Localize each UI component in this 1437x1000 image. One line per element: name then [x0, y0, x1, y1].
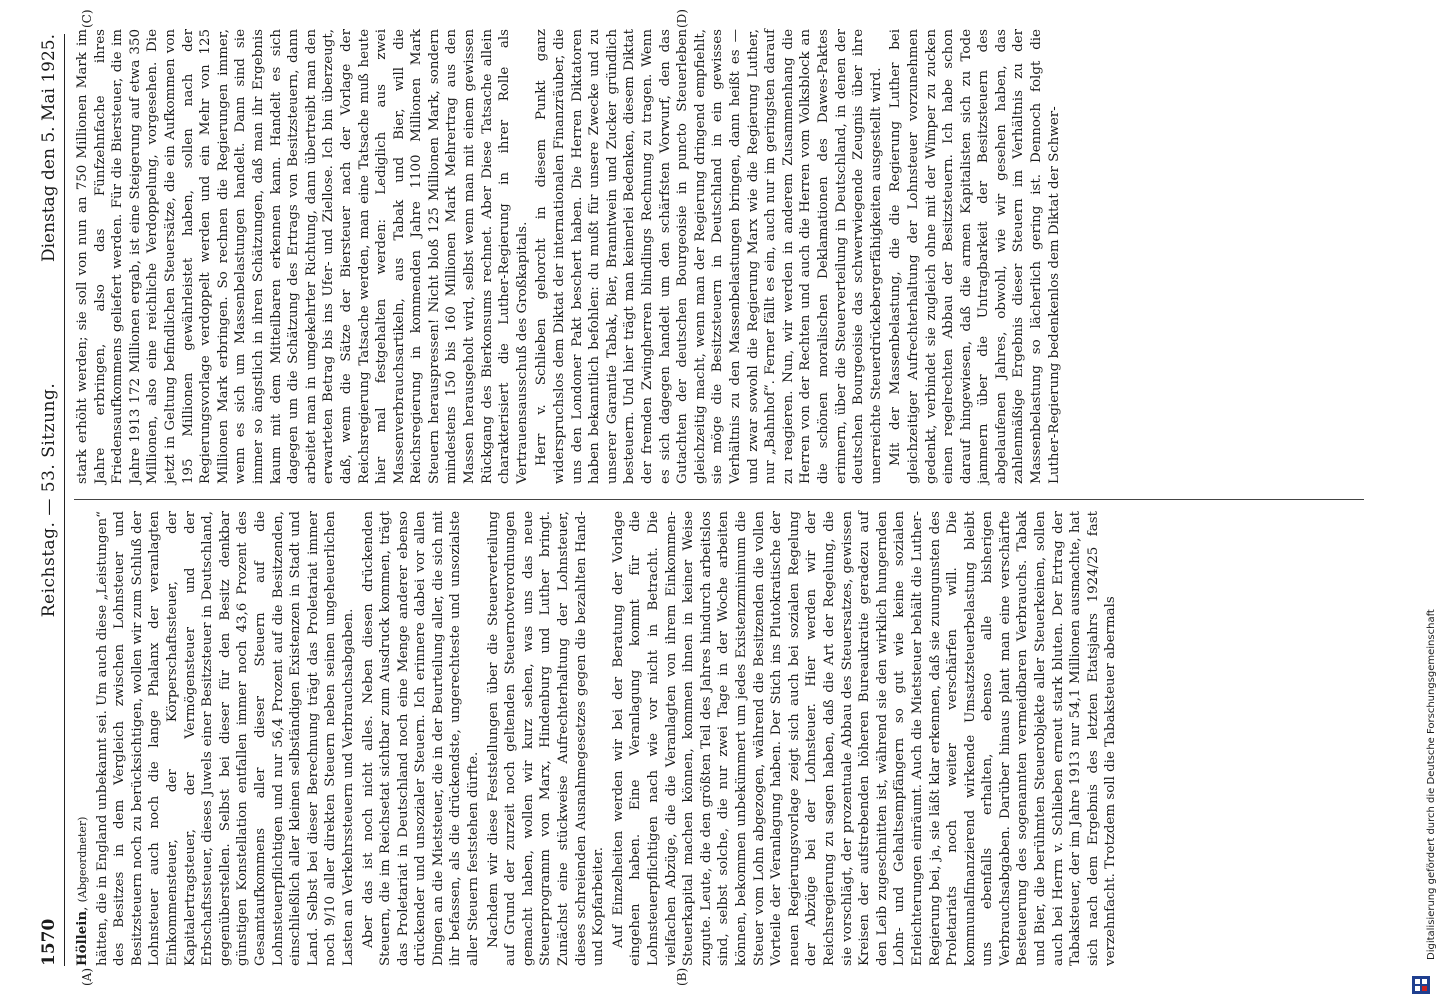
- paragraph: Herr v. Schlieben gehorcht in diesem Punkt ganz widerspruchslos dem Diktat der internationalen Finanzräuber, die uns den Londoner Pakt beschert haben. Die Herren Diktatoren haben bekanntlich befohlen: du mußt für unsere Zwecke und zu unserer Garantie Tabak, Bier, Branntwein und Zucker gründlich besteuern. Und hier trägt man keinerlei Bedenken, diesem Diktat der fremden Zwingherren blindlings Rechnung zu tragen. Wenn es sich dagegen handelt um den schärfsten Vorwurf, den das Gutachten der deutschen Bourgeoisie in puncto Steuerleben gleichzeitig macht, wenn man der Regierung dringend empfiehlt, sie möge die Besitzsteuern in Deutschland in ein gewisses Verhältnis zu den Massenbelastungen bringen, dann heißt es — und zwar sowohl die Regierung Marx wie die Regierung Luther, nur „Bahnhof“. Ferner fällt es ein, auch nur im geringsten darauf zu reagieren. Nun, wir werden in anderem Zusammenhang die Herren von der Rechten und auch die Herren vom Volksblock an die schönen moralischen Deklamationen des Dawes-Paktes erinnern, über die Steuerverteilung in Deutschland, in denen der deutschen Bourgeoisie das schwerwiegende Zeugnis über ihre unerreichte Steuerdrückebergerfähigkeiten ausgestellt wird.: [534, 29, 884, 484]
- digitization-sidebar: [1414, 0, 1437, 1000]
- header-rule: [64, 34, 65, 966]
- margin-marker-c: (C): [80, 9, 94, 28]
- margin-marker-a: (A): [80, 967, 94, 986]
- right-column: [74, 29, 1364, 484]
- digitization-note: Digitalisierung gefördert durch die Deutsche Forschungsgemeinschaft: [1426, 609, 1437, 960]
- speaker-line: Höllein, (Abgeordneter): [74, 816, 90, 966]
- paragraph: stark erhöht werden; sie soll von nun an 750 Millionen Mark im Jahre erbringen, also das Fünfzehnfache ihres Friedensaufkommens geliefert werden. Für die Biersteuer, die im Jahre 1913 172 Millionen ergab, ist eine Steigerung auf etwa 350 Millionen, also eine reichliche Verdoppelung, vorgesehen. Die jetzt in Geltung befindlichen Steuersätze, die ein Aufkommen von 195 Millionen gewährleistet haben, sollen nach der Regierungsvorlage verdoppelt werden und ein Mehr von 125 Millionen Mark erbringen. So rechnen die Regierungen immer, wenn es sich um Massenbelastungen handelt. Dann sind sie immer so ängstlich in ihren Schätzungen, daß man ihr Ergebnis kaum mit dem Mitteilbaren erkennen kann. Handelt es sich dagegen um die Schätzung des Ertrags von Besitzsteuern, dann arbeitet man in umgekehrter Richtung, dann übertreibt man den erwarteten Betrag bis ins Ufer- und Ziellose. Ich bin überzeugt, daß, wenn die Sätze der Biersteuer nach der Vorlage der Reichsregierung Tatsache werden, man eine Tatsache muß heute hier mal festgehalten werden: Lediglich aus zwei Massenverbrauchsartikeln, aus Tabak und Bier, will die Reichsregierung in kommenden Jahre 1100 Millionen Mark Steuern herauspressen! Nicht bloß 125 Millionen Mark, sondern mindestens 150 bis 160 Millionen Mark Mehrertrag aus den Massen herausgeholt wird, selbst wenn man mit einem gewissen Rückgang des Bierkonsums rechnet. Aber Diese Tatsache allein charakterisiert die Luther-Regierung in ihrer Rolle als Vertrauensausschuß des Großkapitals.: [75, 29, 530, 484]
- page-title: Reichstag. — 53. Sitzung.: [39, 382, 59, 618]
- margin-marker-b: (B): [675, 967, 689, 986]
- paragraph: Nachdem wir diese Feststellungen über die Steuerverteilung auf Grund der zurzeit noch geltenden Steuernotverordnungen gemacht haben, wollen wir kurz sehen, was uns das neue Steuerprogramm von Marx, Hindenburg und Luther bringt. Zunächst eine stückweise Aufrechterhaltung der Lohnsteuer, dieses schreienden Ausnahmegesetzes gegen die bezahlten Hand- und Kopfarbeiter.: [485, 511, 607, 966]
- dfg-logo: [1412, 976, 1430, 994]
- page-number: 1570: [39, 918, 59, 966]
- paragraph: Mit der Massenbelastung, die die Regierung Luther bei gleichzeitiger Aufrechterhaltung der Lohnsteuer vorzunehmen gedenkt, verbindet sie zugleich ohne mit der Wimper zu zucken einen regelrechten Abbau der Besitzsteuern. Ich habe schon darauf hingewiesen, daß die armen Kapitalisten sich zu Tode jammern über die Untragbarkeit der Besitzsteuern des abgelaufenen Jahres, obwohl, wie wir gesehen haben, das zahlenmäßige Ergebnis dieser Steuern im Verhältnis zu der Massenbelastung so lächerlich gering ist. Dennoch folgt die Luther-Regierung bedenkenlos dem Diktat der Schwer-: [888, 29, 1062, 484]
- paragraph: hätten, die in England unbekannt sei. Um auch diese „Leistungen“ des Besitzes in dem Vergleich zwischen Lohnsteuer und Besitzsteuern noch zu berücksichtigen, wollen wir zum Schluß der Lohnsteuer auch noch die lange Phalanx der veranlagten Einkommensteuer, der Körperschaftssteuer, der Kapitalertragsteuer, der Vermögensteuer und der Erbschaftssteuer, dieses Juwels einer Besitzsteuer in Deutschland, gegenüberstellen. Selbst bei dieser für den Besitz denkbar günstigen Konstellation entfallen immer noch 43,6 Prozent des Gesamtaufkommens aller dieser Steuern auf die Lohnsteuerpflichtigen und nur 56,4 Prozent auf die Besitzenden, einschließlich aller kleinen selbständigen Existenzen in Stadt und Land. Selbst bei dieser Berechnung trägt das Proletariat immer noch 9/10 aller direkten Steuern neben seinen ungeheuerlichen Lasten an Verkehrssteuern und Verbrauchsabgaben.: [94, 511, 356, 966]
- paragraph: Auf Einzelheiten werden wir bei der Beratung der Vorlage eingehen haben. Eine Veranlagung kommt für die Lohnsteuerpflichtigen nach wie vor nicht in Betracht. Die vielfachen Abzüge, die die Veranlagten von ihrem Einkommen-Steuerkapital machen können, kommen ihnen in keiner Weise zugute. Leute, die den größten Teil des Jahres hindurch arbeitslos sind, selbst solche, die nur zwei Tage in der Woche arbeiten können, bekommen unbekümmert um jedes Existenzminimum die Steuer vom Lohn abgezogen, während die Besitzenden die vollen Vorteile der Veranlagung haben. Der Stich ins Plutokratische der neuen Regierungsvorlage zeigt sich auch bei sozialen Regelung der Abzüge bei der Lohnsteuer. Hier werden wir der Reichsregierung zu sagen haben, daß die Art der Regelung, die sie vorschlägt, der prozentuale Abbau des Steuersatzes, gewissen Kreisen der aufstrebenden höheren Bureaukratie geradezu auf den Leib zugeschnitten ist, während sie den wirklich hungernden Lohn- und Gehaltsempfängern so gut wie keine sozialen Erleichterungen einräumt. Auch die Mietsteuer behält die Luther-Regierung bei, ja, sie läßt klar erkennen, daß sie zuungunsten des Proletariats noch weiter verschärfen will. Die kommunalfinanzierend wirkende Umsatzsteuerbelastung bleibt uns ebenfalls erhalten, ebenso alle bisherigen Verbrauchsabgaben. Darüber hinaus plant man eine verschärfte Besteuerung des sogenannten vermeidbaren Verbrauchs. Tabak und Bier, die berühmten Steuerobjekte aller Steuerkeinen, sollen auch bei Herrn v. Schlieben erneut stark bluten. Der Ertrag der Tabaksteuer, der im Jahre 1913 nur 54,1 Millionen ausmachte, hat sich nach dem Ergebnis des letzten Etatsjahrs 1924/25 fast verzehnfacht. Trotzdem soll die Tabaksteuer abermals: [610, 511, 1119, 966]
- paragraph: Aber das ist noch nicht alles. Neben diesen drückenden Steuern, die im Reichsetat sichtbar zum Ausdruck kommen, trägt das Proletariat in Deutschland noch eine Menge anderer ebenso drückender und unsozialer Steuern. Ich erinnere dabei vor allen Dingen an die Mietsteuer, die in der Beurteilung aller, die sich mit ihr befassen, als die drückendste, ungerechteste und unsozialste aller Steuern feststehen dürfte.: [360, 511, 482, 966]
- speaker-role: (Abgeordneter): [76, 816, 89, 903]
- column-divider: [74, 499, 1364, 500]
- speaker-name: Höllein: [74, 910, 90, 966]
- page-date: Dienstag den 5. Mai 1925.: [39, 34, 59, 263]
- page-header: [36, 34, 62, 966]
- margin-marker-d: (D): [675, 9, 689, 28]
- left-column: [74, 511, 1364, 966]
